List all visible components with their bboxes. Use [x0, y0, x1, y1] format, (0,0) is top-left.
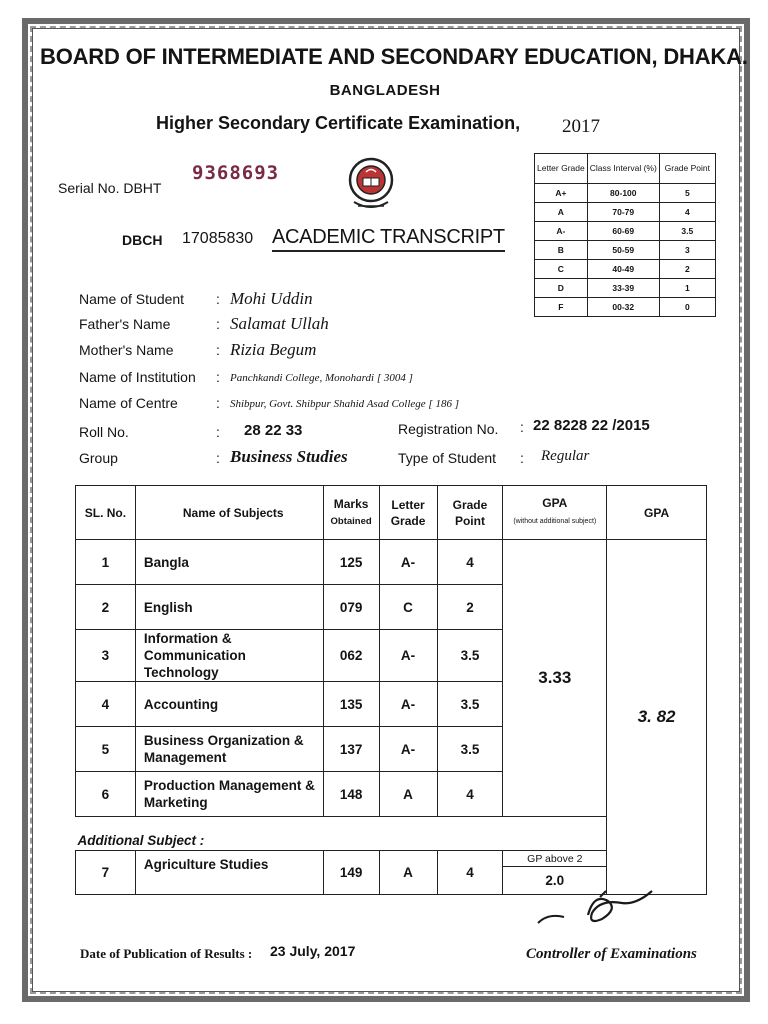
table-row: 6 Production Management & Marketing 148 A 4	[76, 772, 707, 817]
table-row: 1 Bangla 125 A- 4 3.33 3. 82	[76, 540, 707, 585]
grade-scale-header: Grade Point	[659, 154, 715, 184]
centre-label: Name of Centre	[79, 395, 178, 411]
registration-label: Registration No.	[398, 421, 499, 437]
student-name-label: Name of Student	[79, 291, 185, 307]
exam-year: 2017	[562, 116, 600, 137]
table-row: 3 Information & Communication Technology 062 A- 3.5	[76, 630, 707, 682]
grade-scale-table	[534, 153, 716, 317]
colon: :	[520, 450, 524, 466]
colon: :	[216, 369, 220, 385]
marks-table	[75, 485, 707, 895]
grade-scale-row: B 50-59 3	[535, 241, 716, 260]
colon: :	[216, 450, 220, 466]
mother-name: Rizia Begum	[230, 340, 317, 359]
board-seal-icon	[344, 154, 398, 214]
colon: :	[216, 291, 220, 307]
header-gpa-without-additional: GPA (without additional subject)	[503, 486, 607, 540]
controller-title: Controller of Examinations	[526, 946, 697, 962]
dbch-number: 17085830	[182, 230, 254, 247]
student-type-label: Type of Student	[398, 450, 497, 466]
group-name: Business Studies	[230, 447, 348, 466]
gp-above-label: GP above 2	[503, 851, 607, 867]
registration-number: 22 8228 22 /2015	[533, 417, 650, 434]
header-marks: Marks Obtained	[323, 486, 379, 540]
grade-scale-row: C 40-49 2	[535, 260, 716, 279]
institution-label: Name of Institution	[79, 369, 196, 385]
table-row: 2 English 079 C 2	[76, 585, 707, 630]
institution-name: Panchkandi College, Monohardi [ 3004 ]	[230, 372, 413, 384]
publication-date-label: Date of Publication of Results :	[80, 946, 253, 961]
grade-scale-row: A+ 80-100 5	[535, 184, 716, 203]
serial-number: 9368693	[192, 162, 280, 184]
table-row: 7 Agriculture Studies 149 A 4 GP above 2	[76, 851, 707, 867]
colon: :	[216, 424, 220, 440]
board-title: BOARD OF INTERMEDIATE AND SECONDARY EDUCATION, DHAKA.	[40, 44, 748, 69]
grade-scale-row: A 70-79 4	[535, 203, 716, 222]
header-grade-point: Grade Point	[437, 486, 503, 540]
student-type: Regular	[541, 448, 590, 464]
serial-label: Serial No. DBHT	[58, 180, 162, 196]
header-sl: SL. No.	[76, 486, 136, 540]
gp-above-value: 2.0	[503, 867, 607, 895]
grade-scale-row: D 33-39 1	[535, 279, 716, 298]
student-name: Mohi Uddin	[230, 289, 313, 308]
signature-icon	[530, 885, 680, 935]
gpa-without-additional-value: 3.33	[503, 540, 607, 817]
grade-scale-header: Class Interval (%)	[587, 154, 659, 184]
group-label: Group	[79, 450, 118, 466]
header-letter-grade: Letter Grade	[379, 486, 437, 540]
additional-subject-label: Additional Subject :	[77, 833, 205, 848]
dbch-label: DBCH	[122, 232, 163, 248]
table-row: 5 Business Organization & Management 137 A- 3.5	[76, 727, 707, 772]
transcript-title: ACADEMIC TRANSCRIPT	[272, 226, 505, 252]
father-name: Salamat Ullah	[230, 314, 329, 333]
header-subject: Name of Subjects	[135, 486, 323, 540]
gpa-value: 3. 82	[607, 540, 707, 895]
colon: :	[216, 316, 220, 332]
grade-scale-header: Letter Grade	[535, 154, 588, 184]
marks-header-row	[76, 486, 707, 540]
roll-label: Roll No.	[79, 424, 129, 440]
centre-name: Shibpur, Govt. Shibpur Shahid Asad College [ 186 ]	[230, 398, 459, 410]
roll-number: 28 22 33	[244, 422, 303, 439]
publication-date: 23 July, 2017	[270, 943, 356, 959]
grade-scale-row: A- 60-69 3.5	[535, 222, 716, 241]
header-gpa: GPA	[607, 486, 707, 540]
colon: :	[216, 342, 220, 358]
country-label: BANGLADESH	[329, 82, 441, 99]
colon: :	[216, 395, 220, 411]
father-name-label: Father's Name	[79, 316, 171, 332]
table-row: 4 Accounting 135 A- 3.5	[76, 682, 707, 727]
exam-title: Higher Secondary Certificate Examination,	[156, 113, 521, 133]
grade-scale-row: F 00-32 0	[535, 298, 716, 317]
colon: :	[520, 419, 524, 435]
mother-name-label: Mother's Name	[79, 342, 174, 358]
